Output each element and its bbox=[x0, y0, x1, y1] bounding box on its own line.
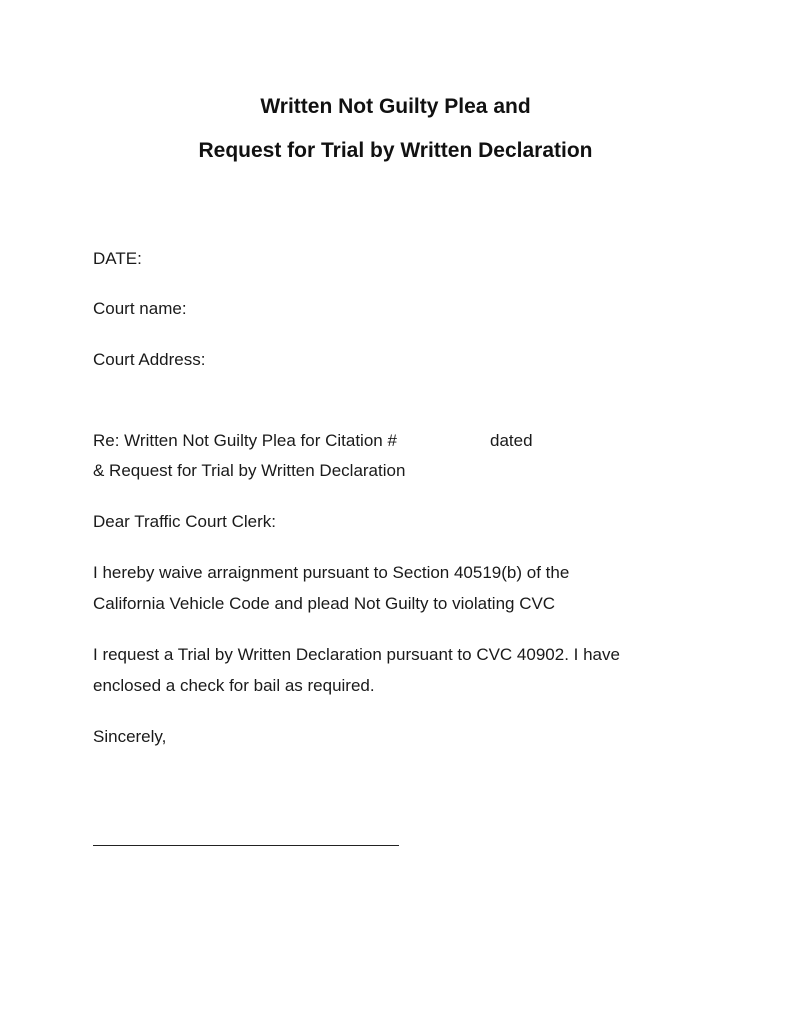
paragraph-1-line-2: California Vehicle Code and plead Not Guilty to violating CVC bbox=[93, 594, 556, 613]
re-line-citation: Re: Written Not Guilty Plea for Citation # bbox=[93, 431, 397, 450]
signature-line bbox=[93, 845, 399, 846]
re-dated-label: dated bbox=[490, 431, 533, 450]
court-address-label: Court Address: bbox=[93, 350, 206, 369]
court-name-label: Court name: bbox=[93, 299, 187, 318]
document-title-line-2: Request for Trial by Written Declaration bbox=[198, 139, 593, 162]
date-label: DATE: bbox=[93, 249, 142, 268]
salutation: Dear Traffic Court Clerk: bbox=[93, 512, 276, 531]
re-line-request: & Request for Trial by Written Declaration bbox=[93, 461, 406, 480]
paragraph-1-line-1: I hereby waive arraignment pursuant to Section 40519(b) of the bbox=[93, 563, 570, 582]
closing: Sincerely, bbox=[93, 727, 167, 746]
document-title-line-1: Written Not Guilty Plea and bbox=[260, 95, 531, 118]
paragraph-2-line-1: I request a Trial by Written Declaration pursuant to CVC 40902. I have bbox=[93, 645, 620, 664]
paragraph-2-line-2: enclosed a check for bail as required. bbox=[93, 676, 375, 695]
